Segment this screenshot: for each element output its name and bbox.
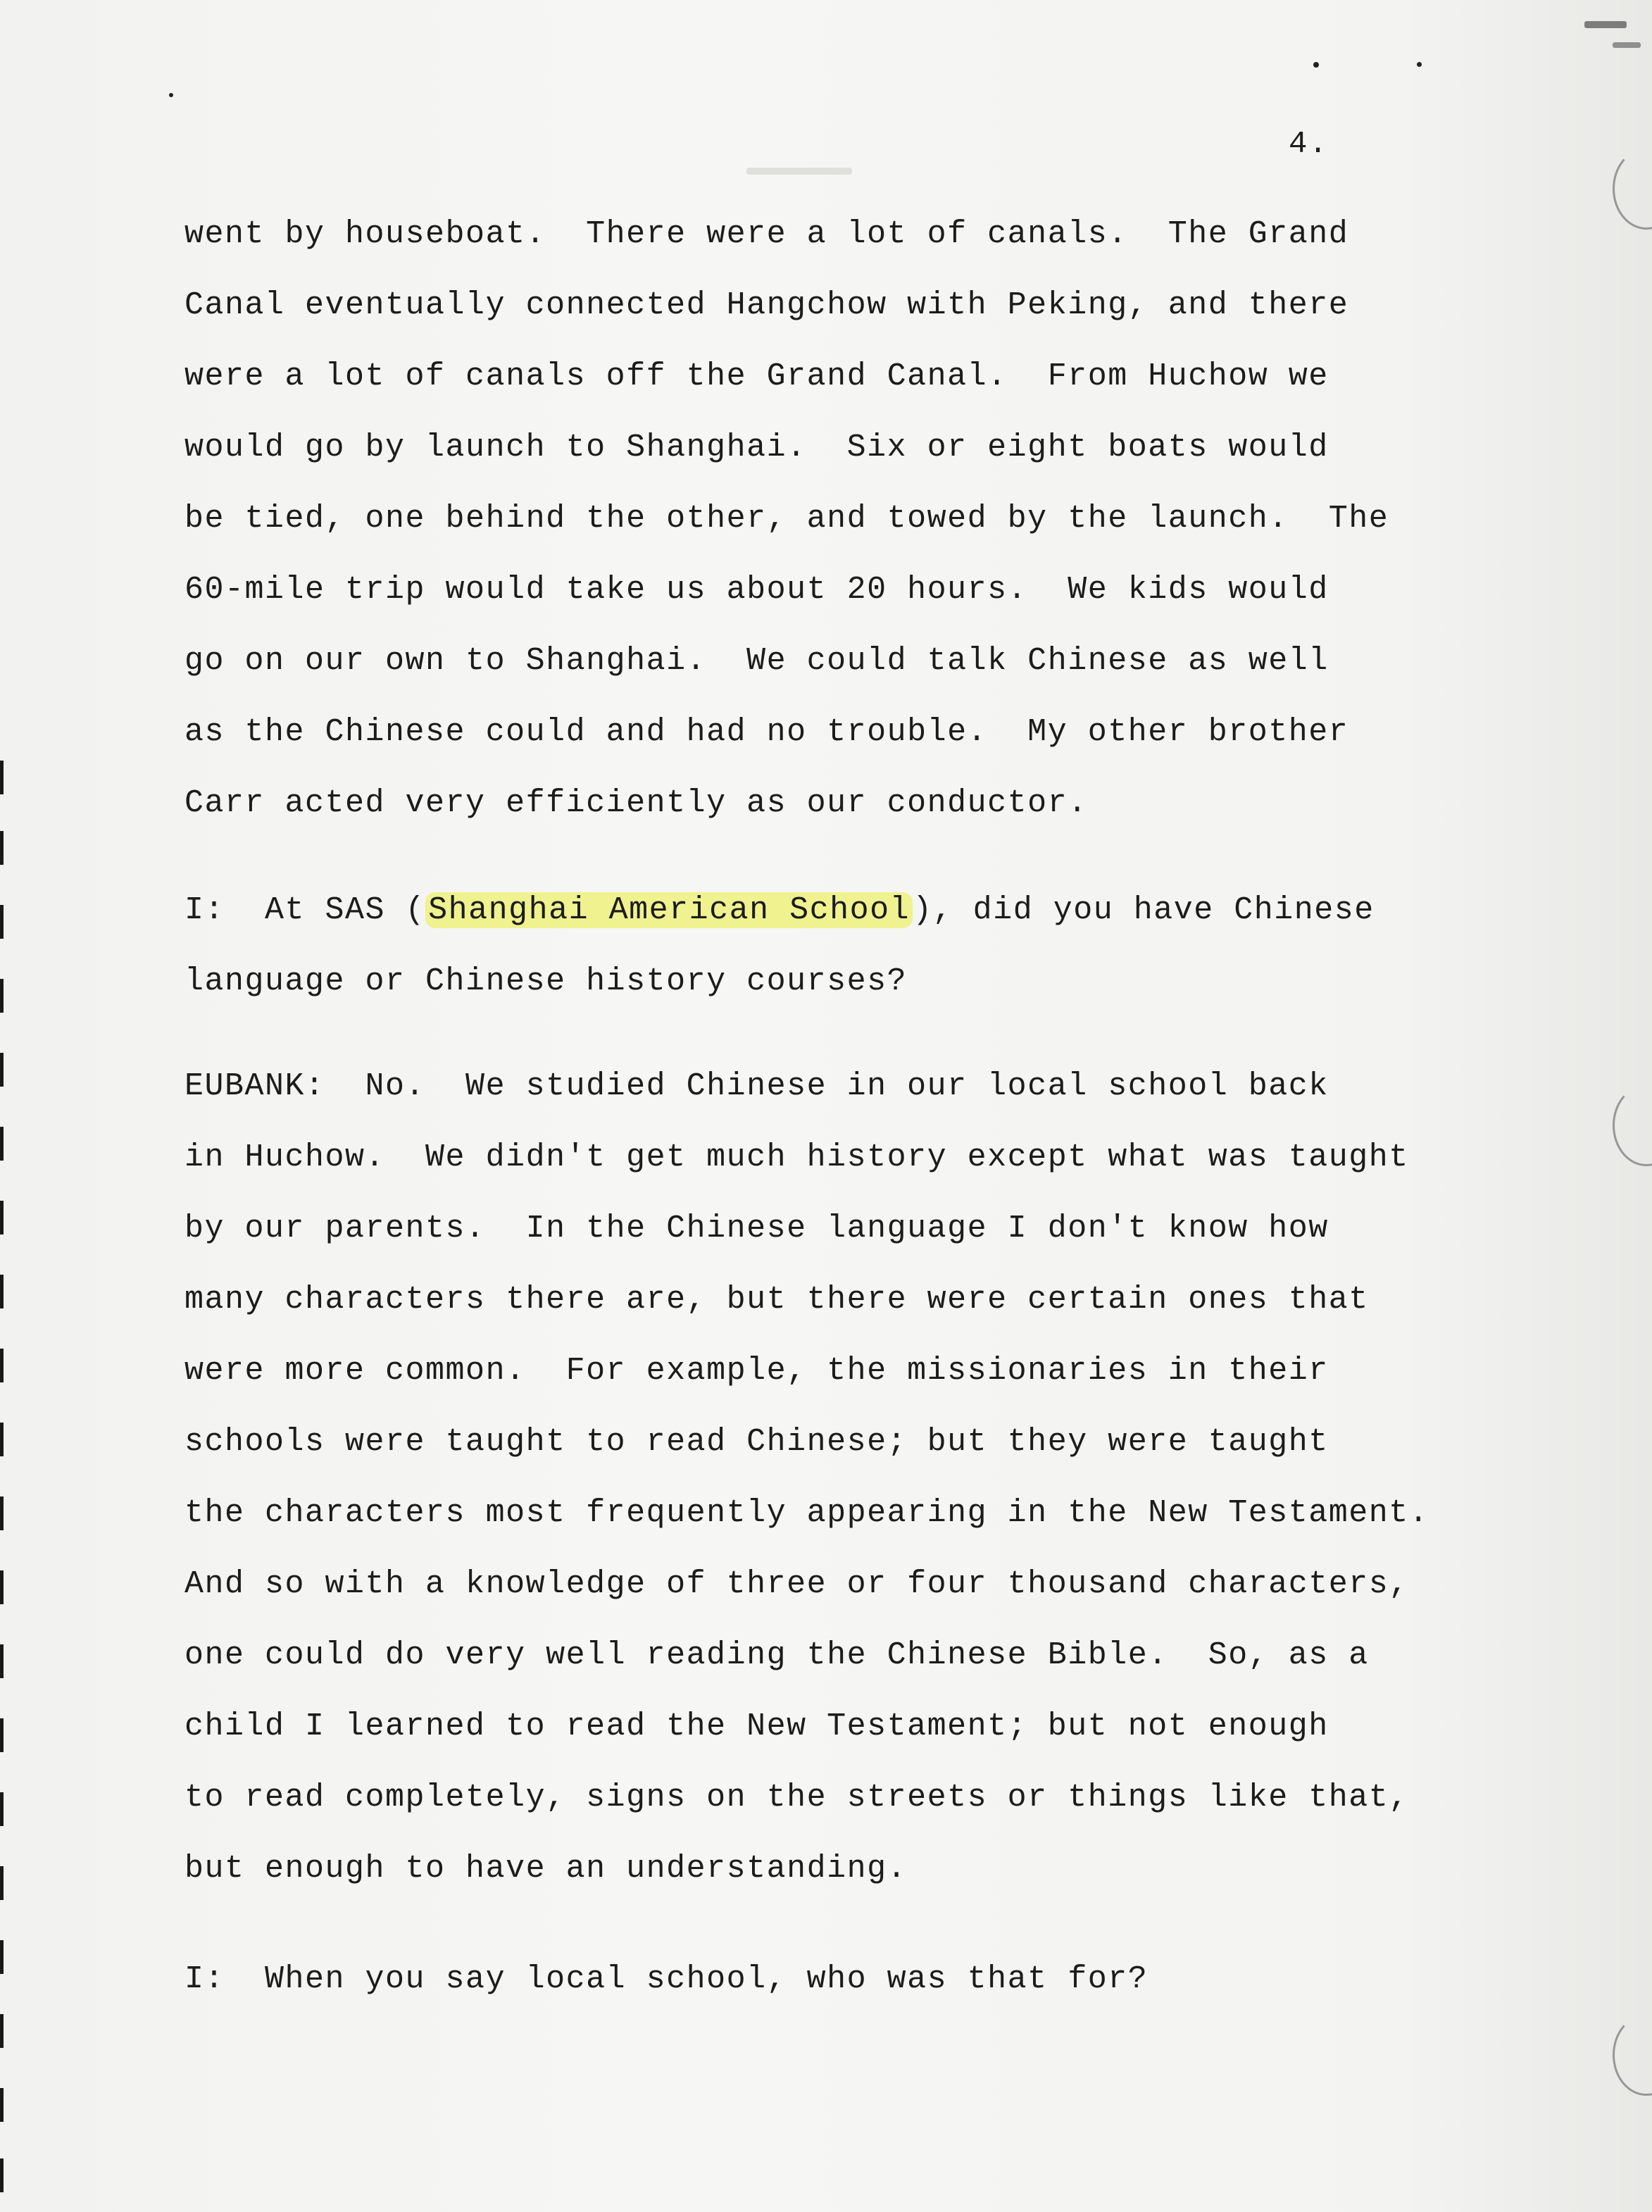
binding-mark [0,1718,4,1752]
text-line: And so with a knowledge of three or four thousand characters, [184,1566,1409,1602]
text-line: child I learned to read the New Testament; but not enough [184,1708,1329,1744]
interviewee-answer [184,1051,1558,1904]
text-line: EUBANK: No. We studied Chinese in our local school back [184,1068,1329,1104]
text-line: many characters there are, but there were certain ones that [184,1282,1369,1318]
binding-mark [0,761,4,794]
scan-speck [1313,62,1319,68]
scan-speck [169,93,173,97]
binding-mark [0,1201,4,1235]
text-line: schools were taught to read Chinese; but they were taught [184,1424,1329,1460]
scan-speck [1613,42,1641,48]
binding-mark [0,1940,4,1974]
scan-speck [1584,21,1627,28]
text-line: were a lot of canals off the Grand Canal. From Huchow we [184,358,1329,394]
text-line: I: When you say local school, who was that for? [184,1961,1149,1997]
binding-mark [0,1644,4,1678]
text-line: were more common. For example, the missionaries in their [184,1353,1329,1389]
text-line: the characters most frequently appearing in the New Testament. [184,1495,1429,1531]
binding-mark [0,1866,4,1900]
text-line: in Huchow. We didn't get much history except what was taught [184,1139,1409,1175]
binding-mark [0,905,4,939]
binding-mark [0,1349,4,1382]
interviewer-question [184,1944,1558,2015]
text-line: to read completely, signs on the streets or things like that, [184,1780,1409,1816]
binder-ring-shadow [1613,2014,1652,2096]
text-line: language or Chinese history courses? [184,963,908,999]
text-line: Carr acted very efficiently as our conductor. [184,785,1088,821]
binding-mark [0,1792,4,1826]
text-line: go on our own to Shanghai. We could talk Chinese as well [184,643,1329,679]
paragraph-narrative [184,199,1558,839]
binding-mark [0,2014,4,2048]
binder-ring-shadow [1613,148,1652,230]
binding-mark [0,2088,4,2122]
scan-speck [1417,62,1422,67]
binding-mark [0,831,4,865]
binding-mark [0,1423,4,1456]
text-line: one could do very well reading the Chinese Bible. So, as a [184,1637,1369,1673]
highlighted-text: Shanghai American School [425,892,913,928]
text-line: 60-mile trip would take us about 20 hours. We kids would [184,572,1329,608]
interviewer-question [184,875,1558,1017]
text-line: would go by launch to Shanghai. Six or eight boats would [184,430,1329,465]
text-line [184,875,1558,946]
text-line: but enough to have an understanding. [184,1851,908,1887]
binding-mark [0,1275,4,1308]
binding-mark [0,1053,4,1087]
text-line: as the Chinese could and had no trouble. My other brother [184,714,1349,750]
binding-mark [0,1496,4,1530]
question-suffix: ), did you have Chinese [913,892,1375,928]
binding-mark [0,1570,4,1604]
binding-mark [0,2158,4,2192]
text-line: Canal eventually connected Hangchow with Peking, and there [184,287,1349,323]
text-line: by our parents. In the Chinese language I don't know how [184,1211,1329,1246]
text-line: went by houseboat. There were a lot of canals. The Grand [184,216,1349,252]
faint-stamp-mark [746,168,852,175]
binding-mark [0,1127,4,1161]
binding-mark [0,979,4,1013]
text-line: be tied, one behind the other, and towed by the launch. The [184,501,1389,537]
page-number: 4. [1289,127,1329,162]
question-prefix: I: At SAS ( [184,892,426,928]
binder-ring-shadow [1613,1085,1652,1166]
